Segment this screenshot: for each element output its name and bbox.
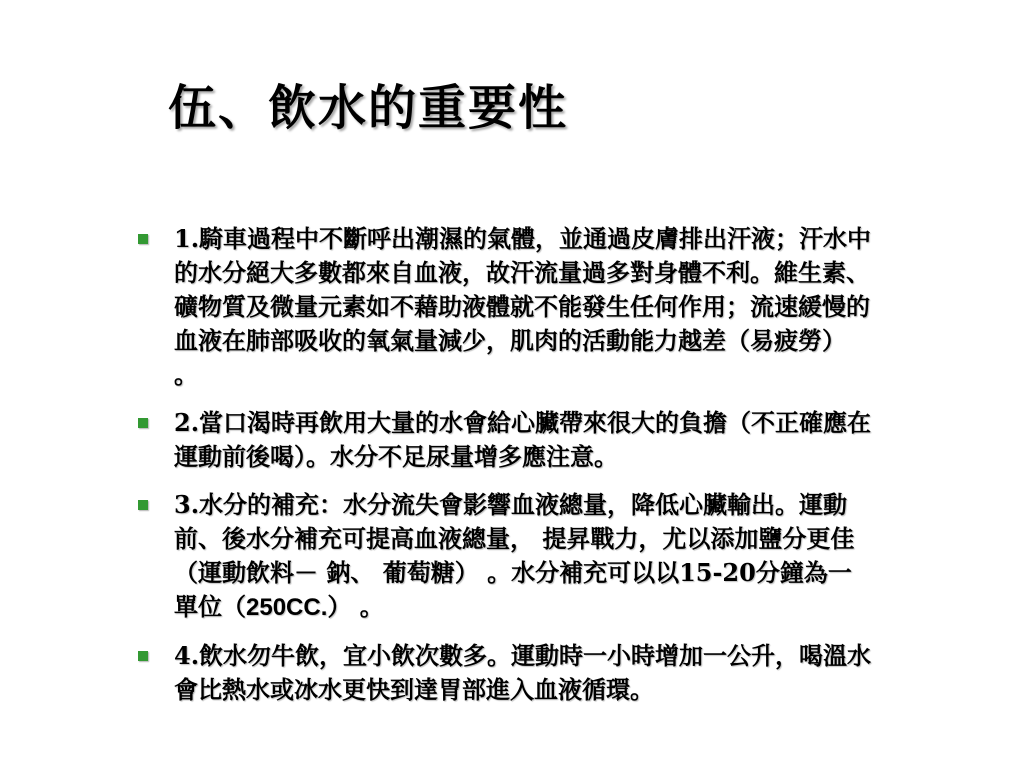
bullet-item-3: [132, 488, 872, 625]
bullet-text-3-start: 3.水分的補充：水分流失會影響血液總量，降低心臟輸出。運動前、後水分補充可提高血液總量， 提昇戰力，尤以添加鹽分更佳 （運動飲料－ 鈉、 葡萄糖） 。水分補充可以以15-20分鐘為一單位（: [174, 490, 855, 621]
bullet-item-4: [132, 639, 872, 707]
bullet-text-4: 4.飲水勿牛飲，宜小飲次數多。運動時一小時增加一公升，喝溫水會比熱水或冰水更快到達胃部進入血液循環。: [174, 641, 872, 704]
bullet-text-2: 2.當口渴時再飲用大量的水會給心臟帶來很大的負擔（不正確應在運動前後喝）。水分不足尿量增多應注意。: [174, 408, 872, 471]
bullet-square-icon: [138, 418, 148, 428]
bullet-text-3-volume: 250CC.: [246, 594, 328, 621]
bullet-square-icon: [138, 651, 148, 661]
bullet-text-3-end: ） 。: [327, 592, 384, 621]
bullet-item-2: [132, 406, 872, 474]
bullet-square-icon: [138, 234, 148, 244]
bullet-square-icon: [138, 500, 148, 510]
bullet-list: [132, 222, 872, 721]
bullet-item-1: [132, 222, 872, 392]
bullet-text-1: 1.騎車過程中不斷呼出潮濕的氣體，並通過皮膚排出汗液；汗水中的水分絕大多數都來自血液，故汗流量過多對身體不利。維生素、礦物質及微量元素如不藉助液體就不能發生任何作用；流速緩慢的血液在肺部吸收的氧氣量減少，肌肉的活動能力越差（易疲勞） 。: [174, 224, 872, 389]
slide-title: 伍、飲水的重要性: [168, 80, 569, 136]
